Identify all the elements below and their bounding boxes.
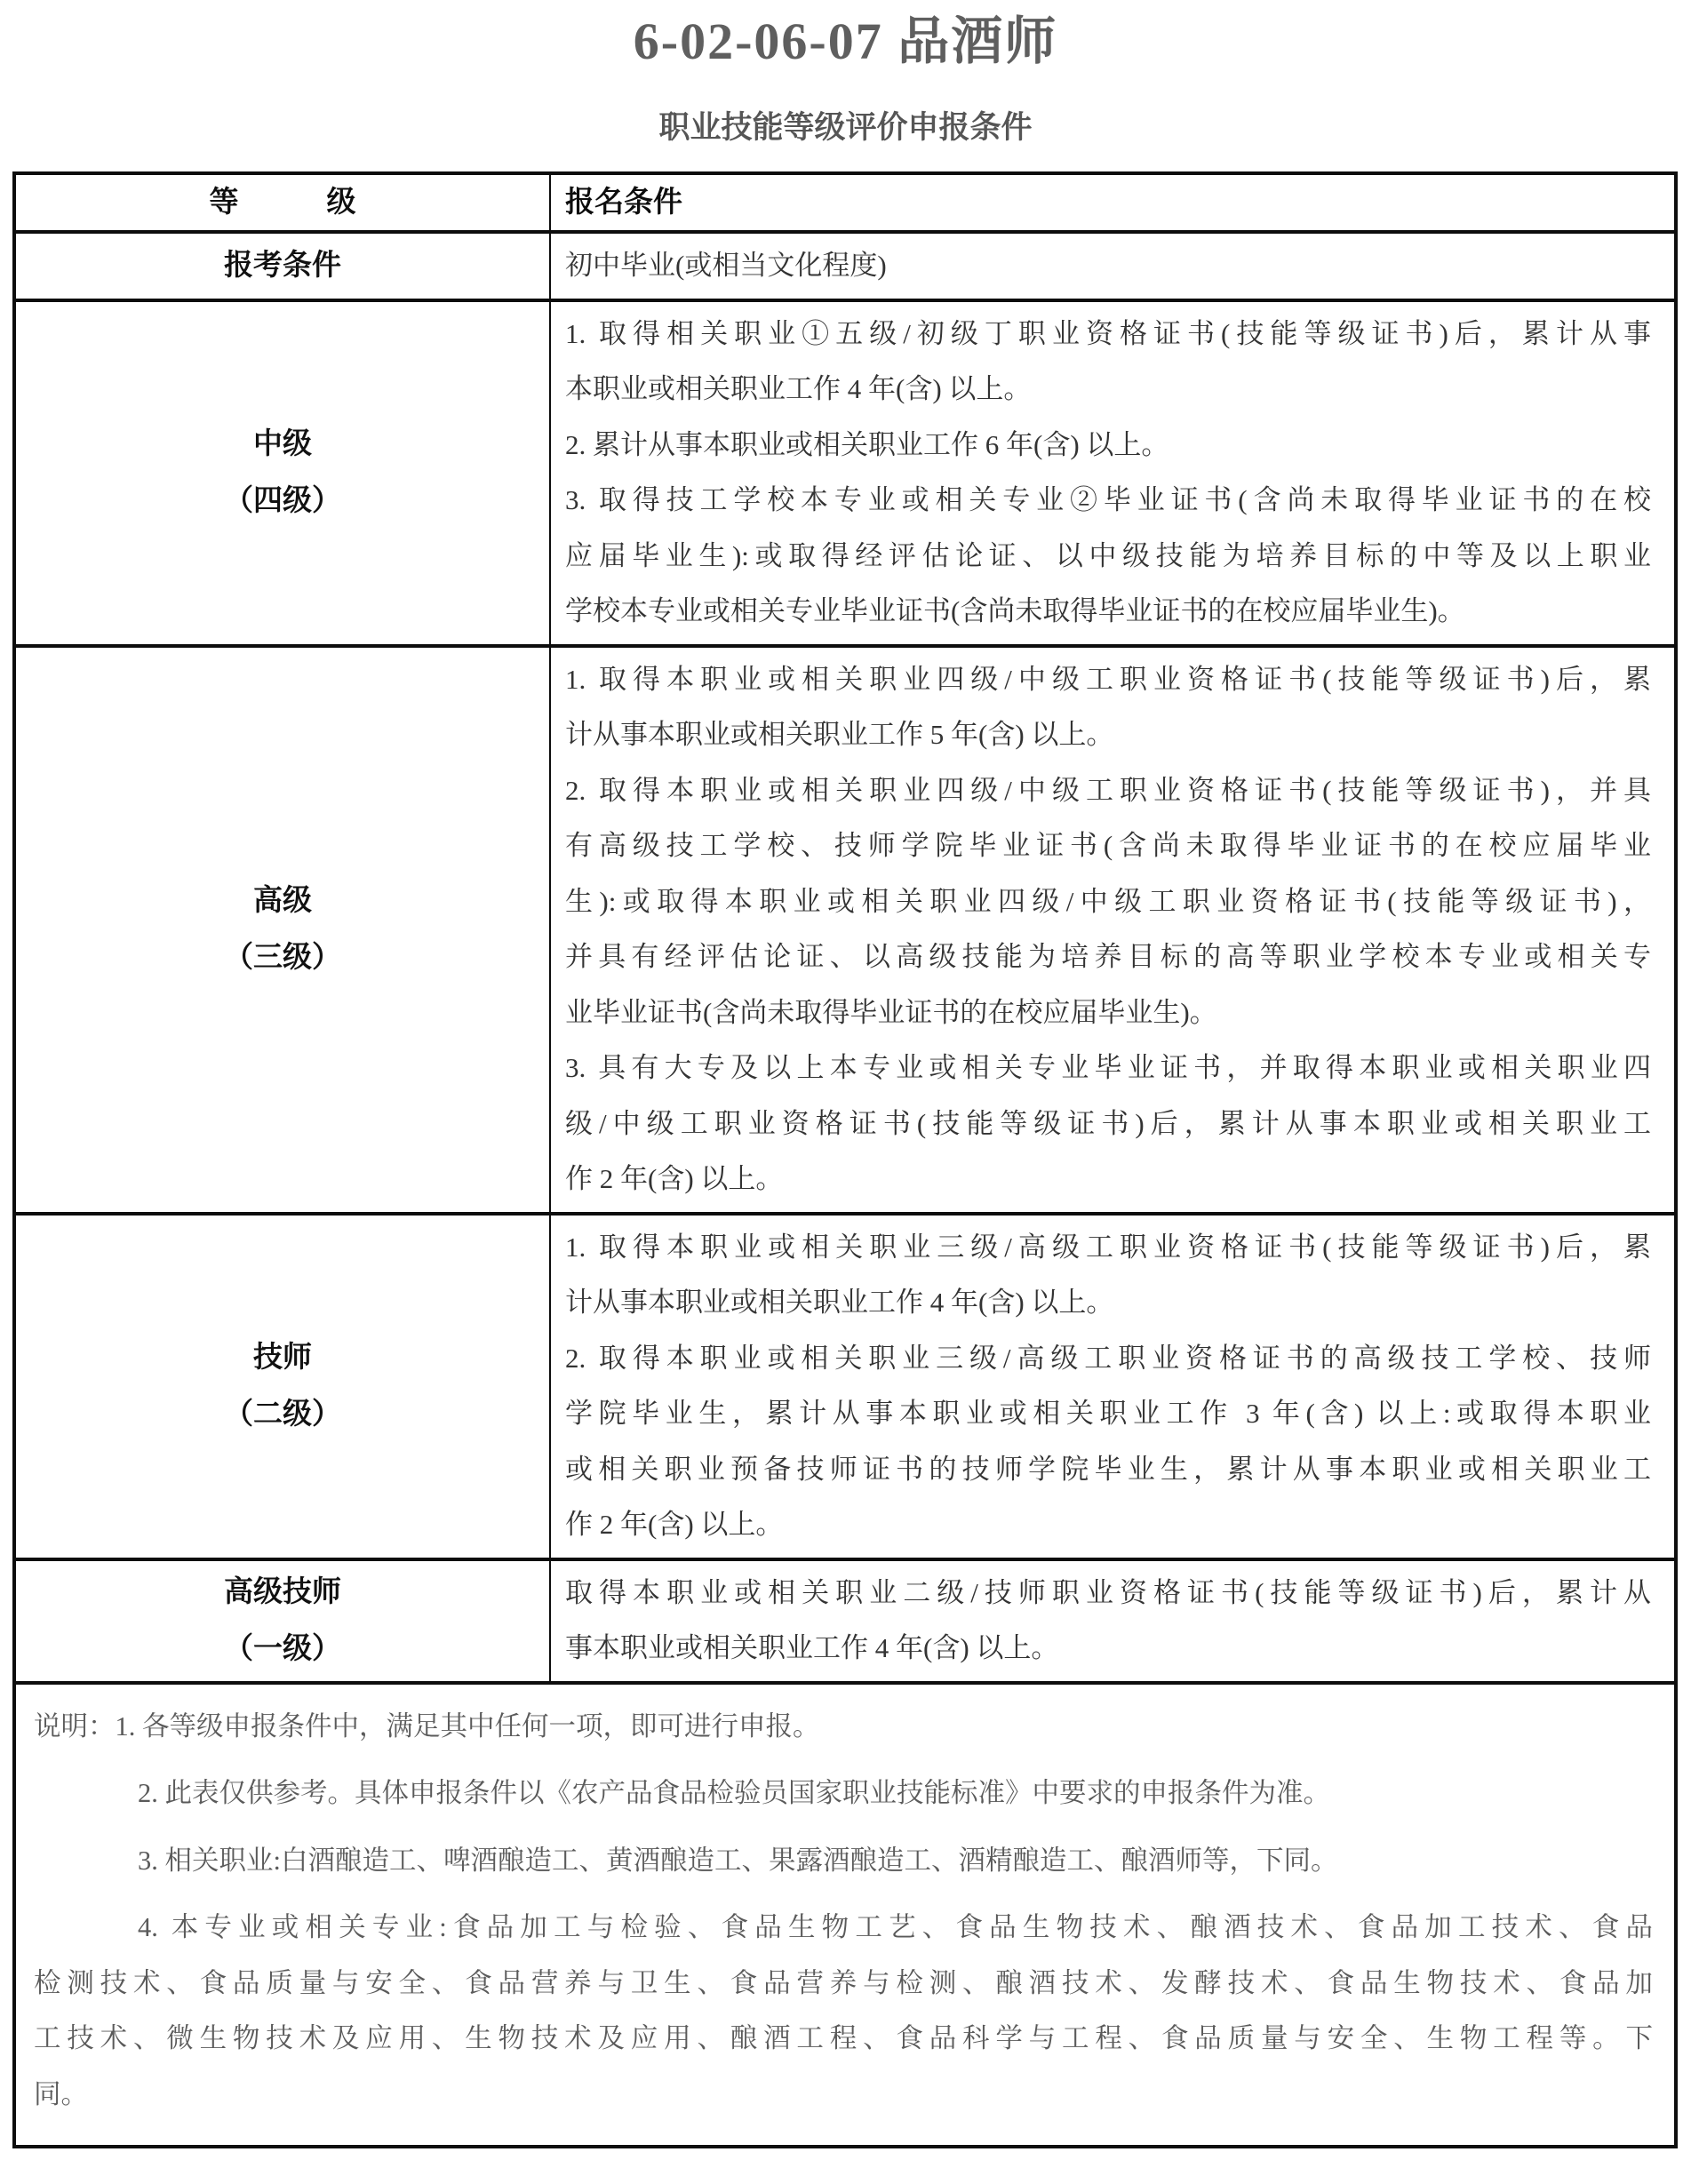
text-line: 计从事本职业或相关职业工作 5 年(含) 以上。 — [565, 719, 1114, 751]
text-line: 3. 相关职业:白酒酿造工、啤酒酿造工、黄酒酿造工、果露酒酿造工、酒精酿造工、酿酒师等，下同。 — [138, 1845, 1338, 1876]
text-line: 或相关职业预备技师证书的技师学院毕业生，累计从事本职业或相关职业工 — [565, 1453, 1651, 1485]
table-row — [14, 1559, 1676, 1683]
text-line: 事本职业或相关职业工作 4 年(含) 以上。 — [565, 1632, 1059, 1664]
text-line: 取得本职业或相关职业二级/技师职业资格证书(技能等级证书)后，累计从 — [565, 1576, 1651, 1608]
table-row — [14, 232, 1676, 300]
text-line: 作 2 年(含) 以上。 — [565, 1509, 784, 1541]
text-line: 3. 具有大专及以上本专业或相关专业毕业证书，并取得本职业或相关职业四 — [565, 1052, 1651, 1084]
text-line: 2. 取得本职业或相关职业三级/高级工职业资格证书的高级技工学校、技师 — [565, 1342, 1651, 1374]
text-line: 初中毕业(或相当文化程度) — [565, 250, 887, 282]
level-cell — [14, 300, 550, 646]
condition-cell — [550, 232, 1676, 300]
level-label: 高级 — [253, 885, 312, 918]
text-line: 级/中级工职业资格证书(技能等级证书)后，累计从事本职业或相关职业工 — [565, 1107, 1651, 1139]
text-line: 2. 此表仅供参考。具体申报条件以《农产品食品检验员国家职业技能标准》中要求的申报条件为准。 — [138, 1778, 1330, 1809]
text-line: 学校本专业或相关专业毕业证书(含尚未取得毕业证书的在校应届毕业生)。 — [565, 595, 1465, 627]
condition-cell — [550, 646, 1676, 1214]
text-line: 应届毕业生):或取得经评估论证、以中级技能为培养目标的中等及以上职业 — [565, 539, 1651, 571]
text-line: 计从事本职业或相关职业工作 4 年(含) 以上。 — [565, 1287, 1114, 1319]
text-line: 学院毕业生，累计从事本职业或相关职业工作 3 年(含) 以上:或取得本职业 — [565, 1398, 1651, 1430]
conditions-table — [12, 171, 1678, 2148]
level-cell — [14, 1214, 550, 1559]
text-line: 并具有经评估论证、以高级技能为培养目标的高等职业学校本专业或相关专 — [565, 941, 1651, 973]
level-label: 高级技师 — [224, 1576, 341, 1609]
text-line: 2. 取得本职业或相关职业四级/中级工职业资格证书(技能等级证书)，并具 — [565, 774, 1651, 806]
page-subtitle: 职业技能等级评价申报条件 — [658, 109, 1033, 145]
text-line: 说明：1. 各等级申报条件中，满足其中任何一项，即可进行申报。 — [34, 1710, 820, 1742]
text-line: 4. 本专业或相关专业:食品加工与检验、食品生物工艺、食品生物技术、酿酒技术、食品加工技术、食品 — [138, 1912, 1653, 1943]
table-row — [14, 646, 1676, 1214]
notes-row — [14, 1683, 1676, 2148]
text-line: 本职业或相关职业工作 4 年(含) 以上。 — [565, 373, 1032, 405]
note-item — [34, 1766, 1653, 1821]
text-line: 同。 — [34, 2078, 88, 2109]
level-label: （三级） — [224, 942, 341, 975]
text-line: 3. 取得技工学校本专业或相关专业②毕业证书(含尚未取得毕业证书的在校 — [565, 484, 1651, 516]
text-line: 有高级技工学校、技师学院毕业证书(含尚未取得毕业证书的在校应届毕业 — [565, 830, 1651, 862]
text-line: 工技术、微生物技术及应用、生物技术及应用、酿酒工程、食品科学与工程、食品质量与安全、生物工程等。下 — [34, 2023, 1653, 2054]
level-label: （四级） — [224, 485, 341, 518]
text-line: 检测技术、食品质量与安全、食品营养与卫生、食品营养与检测、酿酒技术、发酵技术、食品生物技术、食品加 — [34, 1967, 1653, 1998]
note-item — [34, 1833, 1653, 1889]
table-header-row — [14, 173, 1676, 232]
column-header-level: 等 级 — [14, 173, 550, 232]
text-line: 作 2 年(含) 以上。 — [565, 1163, 784, 1195]
level-label: 中级 — [253, 428, 312, 461]
notes-cell — [14, 1683, 1676, 2148]
level-label: （一级） — [224, 1633, 341, 1666]
note-item — [34, 1900, 1653, 2122]
text-line: 1. 取得相关职业①五级/初级丁职业资格证书(技能等级证书)后，累计从事 — [565, 317, 1651, 349]
note-item — [34, 1699, 1653, 1755]
document-page — [0, 12, 1691, 2184]
level-label: 报考条件 — [224, 250, 341, 283]
text-line: 1. 取得本职业或相关职业三级/高级工职业资格证书(技能等级证书)后，累 — [565, 1231, 1651, 1263]
column-header-condition: 报名条件 — [550, 173, 1676, 232]
level-cell — [14, 232, 550, 300]
text-line: 业毕业证书(含尚未取得毕业证书的在校应届毕业生)。 — [565, 996, 1217, 1028]
text-line: 生):或取得本职业或相关职业四级/中级工职业资格证书(技能等级证书)， — [565, 885, 1651, 917]
condition-cell — [550, 300, 1676, 646]
table-row — [14, 1214, 1676, 1559]
page-title: 6-02-06-07 品酒师 — [633, 12, 1058, 70]
level-cell — [14, 1559, 550, 1683]
condition-cell — [550, 1559, 1676, 1683]
table-row — [14, 300, 1676, 646]
level-label: 技师 — [253, 1342, 312, 1375]
text-line: 1. 取得本职业或相关职业四级/中级工职业资格证书(技能等级证书)后，累 — [565, 663, 1651, 695]
text-line: 2. 累计从事本职业或相关职业工作 6 年(含) 以上。 — [565, 428, 1169, 460]
level-cell — [14, 646, 550, 1214]
level-label: （二级） — [224, 1399, 341, 1431]
condition-cell — [550, 1214, 1676, 1559]
